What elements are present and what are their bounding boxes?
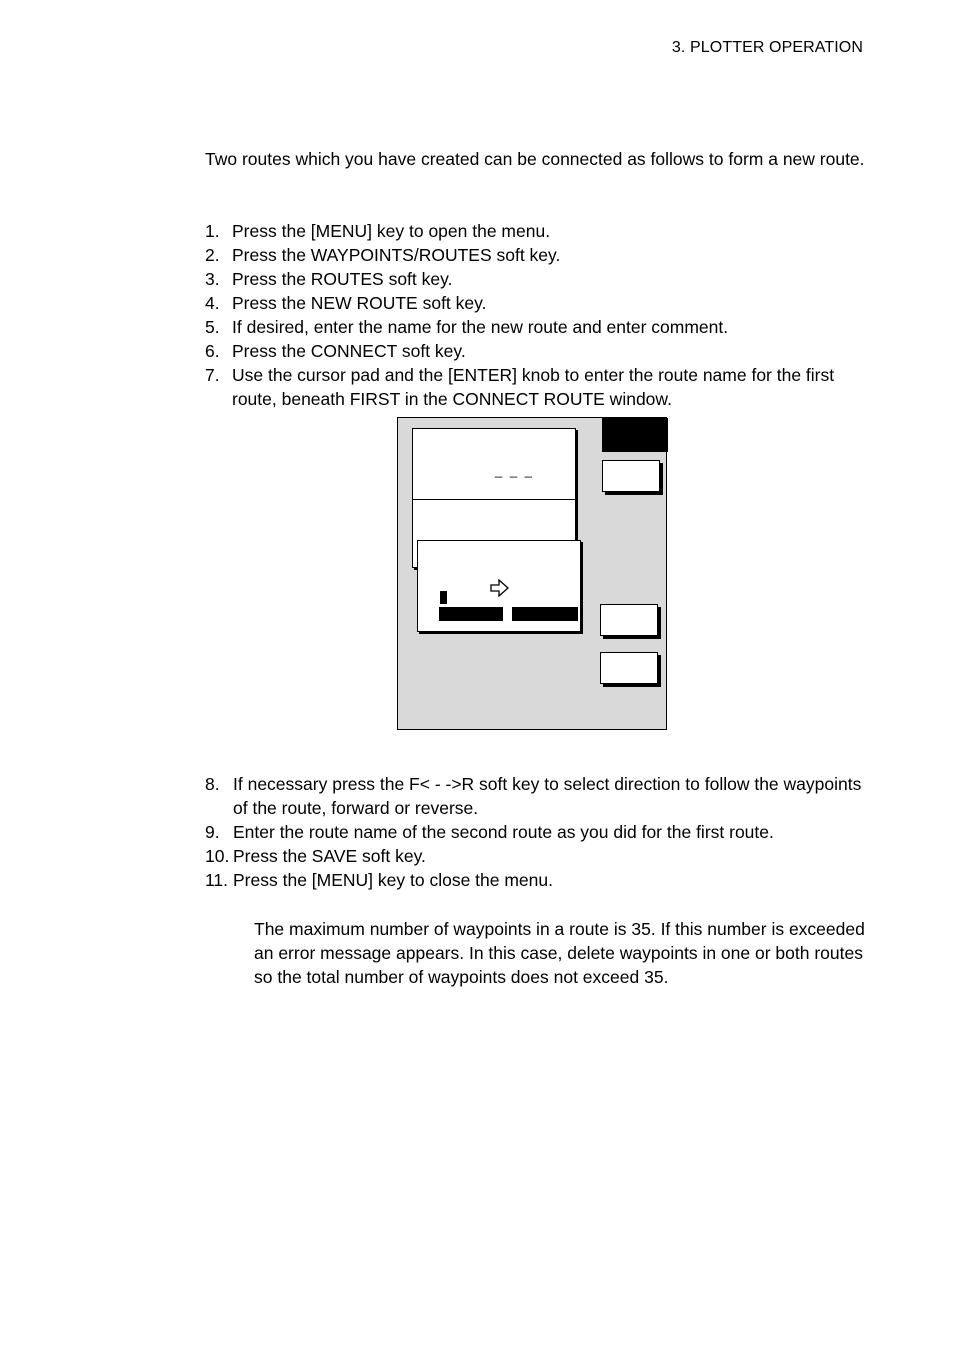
list-item [205,267,865,291]
step-text: Enter the route name of the second route as you did for the first route. [233,822,774,842]
softkey-2[interactable] [600,604,658,636]
list-item [205,820,865,844]
menu-title-bar [602,418,668,452]
softkey-3[interactable] [600,652,658,684]
panel-divider [413,499,575,500]
right-arrow-icon [490,579,510,597]
list-item [205,363,865,411]
step-number: 6. [205,341,220,361]
softkey-1[interactable] [602,460,660,492]
list-item [205,219,865,243]
intro-paragraph: Two routes which you have created can be connected as follows to form a new route. [205,149,865,169]
step-text: Press the WAYPOINTS/ROUTES soft key. [232,245,561,265]
text-cursor [440,591,447,604]
step-text: Press the [MENU] key to open the menu. [232,221,551,241]
list-item [205,291,865,315]
step-number: 11. [205,870,229,890]
second-route-field[interactable] [512,607,578,621]
list-item [205,243,865,267]
step-number: 4. [205,293,220,313]
route-name-placeholder: _ _ _ [495,463,534,478]
first-route-field[interactable] [439,607,503,621]
step-text: Press the [MENU] key to close the menu. [233,870,553,890]
step-text: Use the cursor pad and the [ENTER] knob to enter the route name for the first route, beneath FIRST in the CONNECT ROUTE window. [232,365,835,409]
list-item [205,315,865,339]
step-text: Press the CONNECT soft key. [232,341,466,361]
step-text: Press the ROUTES soft key. [232,269,453,289]
step-text: If necessary press the F< - ->R soft key to select direction to follow the waypoints of the route, forward or reverse. [233,774,862,818]
step-number: 2. [205,245,220,265]
step-number: 1. [205,221,220,241]
list-item [205,772,865,820]
step-number: 10. [205,846,230,866]
step-number: 3. [205,269,220,289]
chapter-header: 3. PLOTTER OPERATION [671,39,863,56]
steps-list [205,219,865,411]
step-number: 7. [205,365,220,385]
step-text: Press the SAVE soft key. [233,846,426,866]
note-paragraph: The maximum number of waypoints in a route is 35. If this number is exceeded an error message appears. In this case, delete waypoints in one or both routes so the total number of waypoints does not exceed 35. [254,919,865,987]
connect-route-window [417,540,581,632]
step-text: If desired, enter the name for the new route and enter comment. [232,317,729,337]
step-number: 9. [205,822,220,842]
steps-list-continued [205,772,865,892]
step-number: 8. [205,774,220,794]
step-number: 5. [205,317,220,337]
list-item [205,339,865,363]
list-item [205,844,865,868]
connect-route-screen-figure [397,417,667,730]
list-item [205,868,865,892]
step-text: Press the NEW ROUTE soft key. [232,293,487,313]
